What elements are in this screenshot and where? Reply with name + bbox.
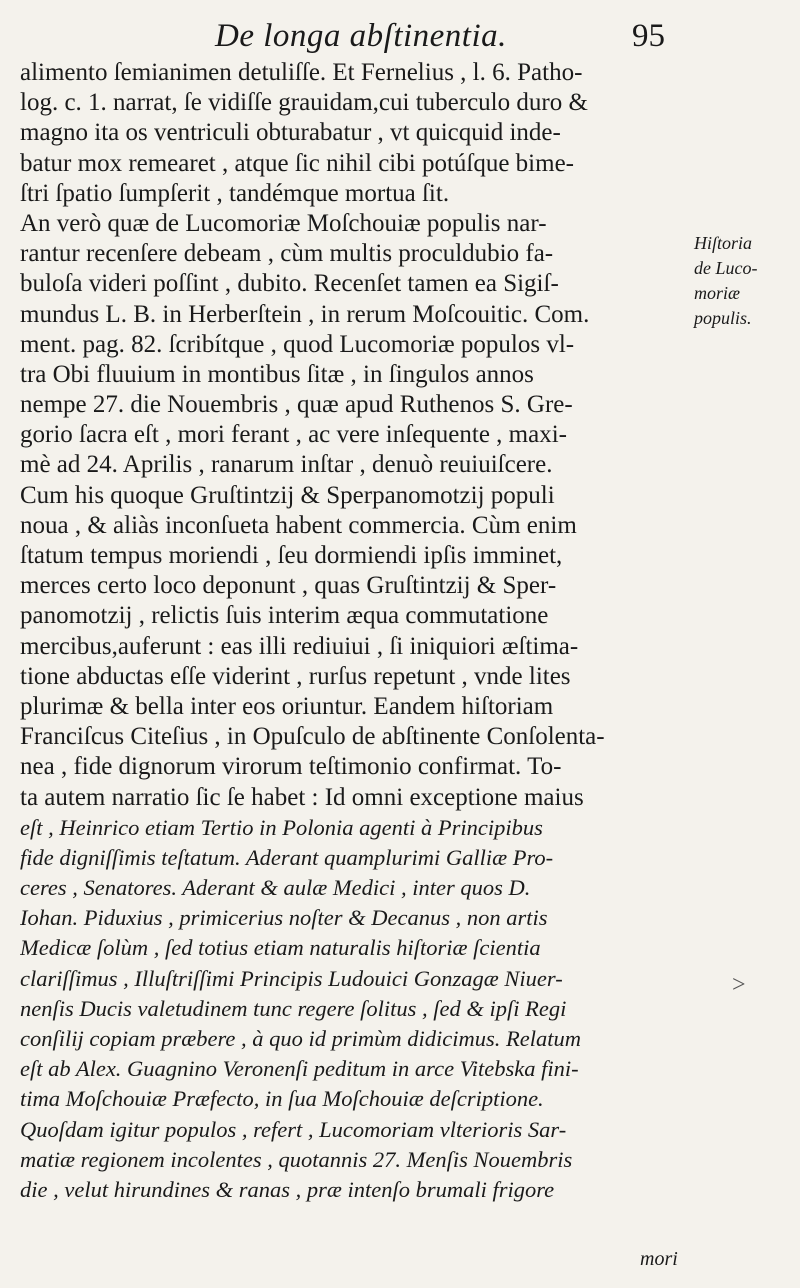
text-line: tione abductas eſſe viderint , rurſus repetunt , vnde lites (20, 662, 571, 690)
text-line: buloſa videri poſſint , dubito. Recenſet tamen ea Sigiſ- (20, 270, 559, 298)
text-line: alimento ſemianimen detuliſſe. Et Fernelius , l. 6. Patho- (20, 59, 583, 86)
margin-note-line: moriæ (694, 283, 741, 303)
text-line: ment. pag. 82. ſcribítque , quod Lucomoriæ populos vl- (20, 330, 575, 358)
page-number: 95 (632, 18, 665, 54)
text-line: Quoſdam igitur populos , refert , Lucomoriam vlterioris Sar- (20, 1116, 567, 1142)
text-line: matiæ regionem incolentes , quotannis 27. Menſis Nouembris (20, 1146, 573, 1172)
margin-note-line: populis. (694, 308, 752, 328)
text-line: eſt ab Alex. Guagnino Veronenſi peditum in arce Vitebska fini- (20, 1056, 579, 1082)
text-line: noua , & aliàs inconſueta habent commercia. Cùm enim (20, 511, 577, 539)
text-line: rantur recenſere debeam , cùm multis proculdubio fa- (20, 240, 554, 268)
text-line: tima Moſchouiæ Præfecto, in ſua Moſchouiæ deſcriptione. (20, 1086, 544, 1112)
text-line: nenſis Ducis valetudinem tunc regere ſolitus , ſed & ipſi Regi (20, 995, 567, 1021)
text-line: Medicæ ſolùm , ſed totius etiam naturalis hiſtoriæ ſcientia (20, 935, 541, 961)
text-line: batur mox remearet , atque ſic nihil cibi potúſque bime- (20, 149, 574, 177)
catchword: mori (640, 1248, 678, 1270)
text-line: Franciſcus Citeſius , in Opuſculo de abſtinente Conſolenta- (20, 723, 605, 751)
text-line: log. c. 1. narrat, ſe vidiſſe grauidam,cui tuberculo duro & (20, 89, 588, 117)
page-header (0, 14, 800, 58)
text-line: magno ita os ventriculi obturabatur , vt quicquid inde- (20, 119, 561, 147)
text-line: merces certo loco deponunt , quas Gruſtintzij & Sper- (20, 572, 557, 600)
margin-mark: > (732, 972, 746, 998)
text-line: plurimæ & bella inter eos oriuntur. Eandem hiſtoriam (20, 692, 554, 720)
text-line: mundus L. B. in Herberſtein , in rerum Moſcouitic. Com. (20, 300, 590, 328)
margin-note-line: Hiſtoria (694, 233, 753, 253)
text-line: ſtri ſpatio ſumpſerit , tandémque mortua ſit. (20, 179, 450, 207)
text-line: ceres , Senatores. Aderant & aulæ Medici , inter quos D. (20, 875, 531, 901)
text-line: panomotzij , relictis ſuis interim æqua commutatione (20, 602, 549, 630)
text-line: conſilij copiam præbere , à quo id primùm didicimus. Relatum (20, 1026, 581, 1051)
text-line: eſt , Heinrico etiam Tertio in Polonia agenti à Principibus (20, 814, 543, 840)
text-line: An verò quæ de Lucomoriæ Moſchouiæ populis nar- (20, 209, 547, 237)
text-line: fide digniſſimis teſtatum. Aderant quamplurimi Galliæ Pro- (20, 844, 554, 870)
text-line: mè ad 24. Aprilis , ranarum inſtar , denuò reuiuiſcere. (20, 451, 553, 479)
text-line: die , velut hirundines & ranas , præ intenſo brumali frigore (20, 1176, 555, 1202)
text-line: ta autem narratio ſic ſe habet : Id omni exceptione maius (20, 783, 584, 811)
text-line: clariſſimus , Illuſtriſſimi Principis Ludouici Gonzagæ Niuer- (20, 965, 563, 991)
running-title: De longa abſtinentia. (215, 18, 507, 54)
text-line: ſtatum tempus moriendi , ſeu dormiendi ipſis imminet, (20, 542, 563, 569)
margin-note-line: de Luco- (694, 258, 758, 278)
text-line: tra Obi fluuium in montibus ſitæ , in ſingulos annos (20, 360, 534, 388)
text-line: nea , fide dignorum virorum teſtimonio confirmat. To- (20, 753, 562, 781)
text-line: nempe 27. die Nouembris , quæ apud Ruthenos S. Gre- (20, 391, 573, 419)
margin-note (694, 231, 798, 331)
body-text (20, 58, 692, 1205)
text-line: Cum his quoque Gruſtintzij & Sperpanomotzij populi (20, 481, 555, 509)
text-line: mercibus,auferunt : eas illi rediuiui , ſi iniquiori æſtima- (20, 632, 579, 660)
text-line: Iohan. Piduxius , primicerius noſter & Decanus , non artis (20, 905, 548, 931)
text-line: gorio ſacra eſt , mori ferant , ac vere inſequente , maxi- (20, 421, 567, 449)
